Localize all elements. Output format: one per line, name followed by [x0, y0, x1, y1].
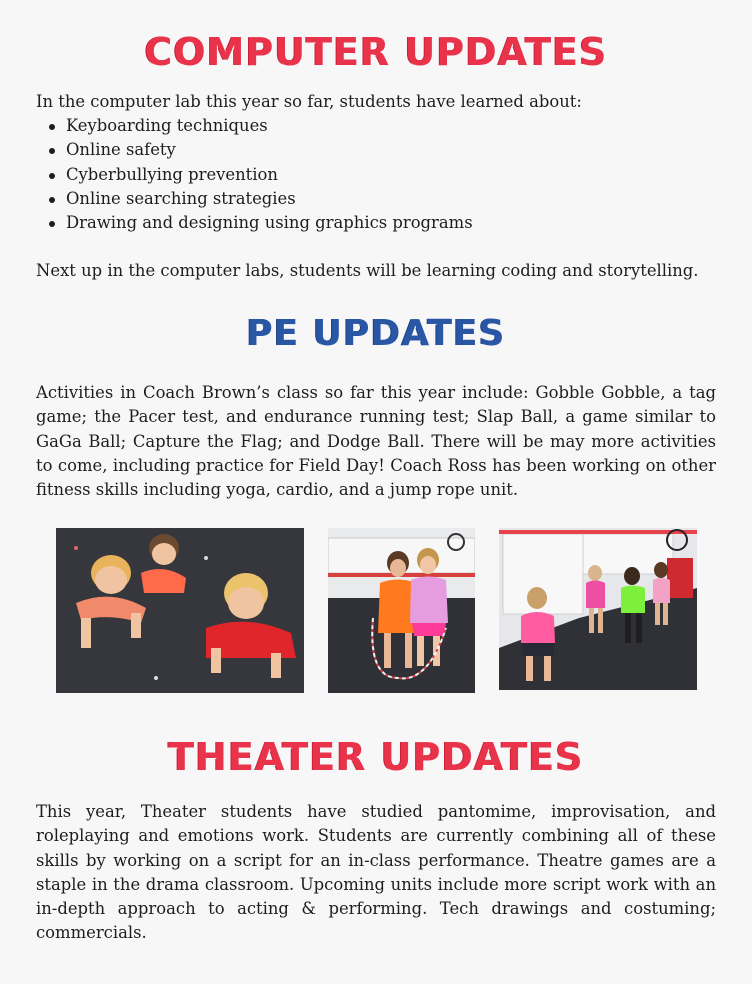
- gym-illustration: [499, 528, 697, 690]
- jumprope-illustration: [328, 528, 475, 693]
- list-item: Keyboarding techniques: [66, 114, 716, 138]
- theater-updates-heading: THEATER UPDATES: [168, 735, 584, 779]
- list-item: Cyberbullying prevention: [66, 163, 716, 187]
- list-item: Online searching strategies: [66, 187, 716, 211]
- pe-photo-pushups: [56, 528, 304, 693]
- computer-next-text: Next up in the computer labs, students will be learning coding and storytelling.: [36, 261, 699, 280]
- pe-photo-gym: [499, 528, 697, 690]
- list-item: Online safety: [66, 138, 716, 162]
- pe-body-text: Activities in Coach Brown’s class so far this year include: Gobble Gobble, a tag game; the Pacer test, and endurance running test; Slap Ball, a game similar to GaGa Ball; Capture the Flag; and Dodge Ball. There will be may more activities to come, including practice for Field Day! Coach Ross has been working on other fitness skills including yoga, cardio, and a jump rope unit.: [36, 383, 716, 500]
- pe-updates-heading: PE UPDATES: [246, 313, 506, 354]
- pe-photo-jumprope: [328, 528, 475, 693]
- computer-topics-list: [36, 114, 716, 235]
- computer-updates-heading: COMPUTER UPDATES: [144, 30, 608, 74]
- pushups-illustration: [56, 528, 304, 693]
- computer-intro-text: In the computer lab this year so far, students have learned about:: [36, 92, 582, 111]
- theater-body-text: This year, Theater students have studied pantomime, improvisation, and roleplaying and emotions work. Students are currently combining all of these skills by working on a script for an in-class performance. Theatre games are a staple in the drama classroom. Upcoming units include more script work with an in-depth approach to acting & performing. Tech drawings and costuming; commercials.: [36, 802, 716, 943]
- list-item: Drawing and designing using graphics programs: [66, 211, 716, 235]
